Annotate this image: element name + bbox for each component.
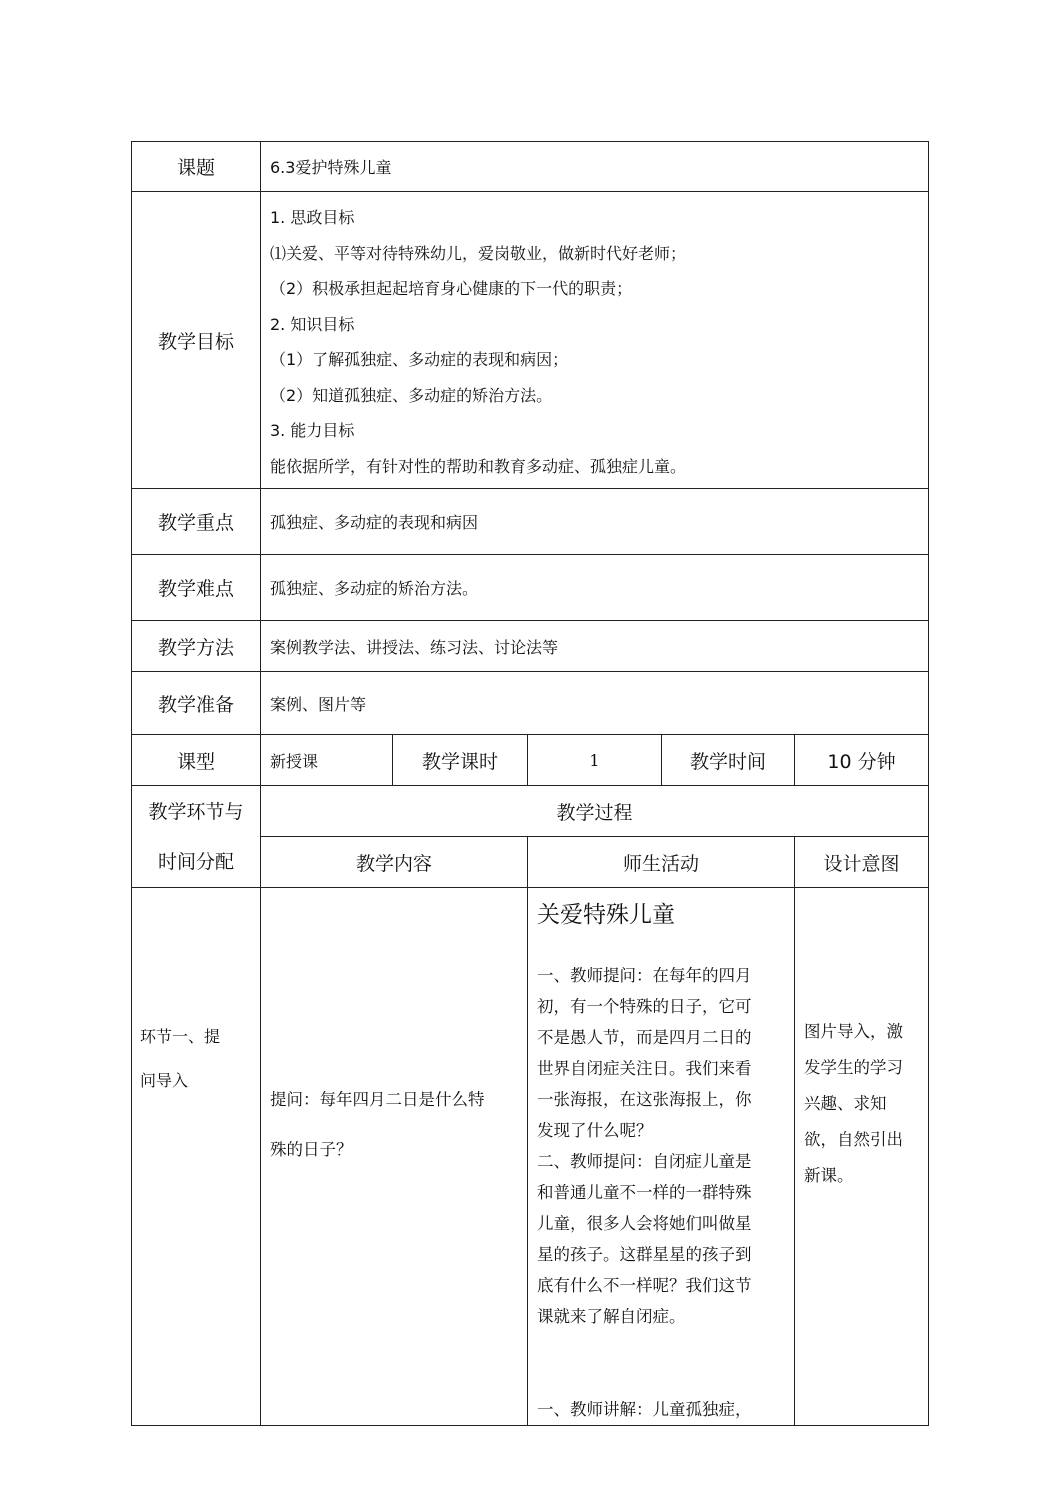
key-points-row bbox=[132, 489, 929, 555]
activity-line: 初，有一个特殊的日子，它可 bbox=[537, 997, 752, 1016]
activity-line: 和普通儿童不一样的一群特殊 bbox=[537, 1183, 752, 1202]
topic-value: 6.3爱护特殊儿童 bbox=[261, 142, 929, 192]
methods-value: 案例教学法、讲授法、练习法、讨论法等 bbox=[261, 621, 929, 672]
key-points-label: 教学重点 bbox=[132, 489, 261, 555]
activity-line: 世界自闭症关注日。我们来看 bbox=[537, 1059, 752, 1078]
activity-line: 二、教师提问：自闭症儿童是 bbox=[537, 1152, 752, 1171]
lesson-type-value: 新授课 bbox=[261, 735, 393, 786]
objective-line: 3. 能力目标 bbox=[270, 421, 355, 440]
preparation-label: 教学准备 bbox=[132, 672, 261, 735]
lesson-type-row bbox=[132, 735, 929, 786]
stage1-content-line2: 殊的日子？ bbox=[270, 1140, 353, 1159]
stage1-line1: 环节一、提 bbox=[140, 1026, 221, 1046]
stage1-content-cell bbox=[261, 888, 528, 1426]
difficulties-label: 教学难点 bbox=[132, 555, 261, 621]
stage1-content-line1: 提问：每年四月二日是什么特 bbox=[270, 1090, 485, 1109]
objective-line: （2）积极承担起起培育身心健康的下一代的职责； bbox=[270, 279, 633, 298]
activity-line: 儿童，很多人会将她们叫做星 bbox=[537, 1214, 752, 1233]
activity-line: 不是愚人节，而是四月二日的 bbox=[537, 1028, 752, 1047]
stage1-activity-cell bbox=[528, 888, 795, 1426]
preparation-value: 案例、图片等 bbox=[261, 672, 929, 735]
objective-line: 1. 思政目标 bbox=[270, 208, 355, 227]
lesson-time-label: 教学时间 bbox=[662, 735, 795, 786]
objective-line: ⑴关爱、平等对待特殊幼儿，爱岗敬业，做新时代好老师； bbox=[270, 243, 687, 263]
lesson-hours-value: 1 bbox=[528, 735, 662, 786]
lesson-plan-table bbox=[131, 141, 929, 1426]
difficulties-value: 孤独症、多动症的矫治方法。 bbox=[261, 555, 929, 621]
lesson-plan-page bbox=[131, 141, 928, 1426]
key-points-value: 孤独症、多动症的表现和病因 bbox=[261, 489, 929, 555]
activity-line: 一、教师讲解：儿童孤独症， bbox=[537, 1400, 752, 1419]
objective-line: （1）了解孤独症、多动症的表现和病因； bbox=[270, 350, 569, 369]
design-line: 图片导入，激 bbox=[804, 1021, 903, 1041]
stage-header-cell bbox=[132, 786, 261, 888]
design-line: 新课。 bbox=[804, 1165, 854, 1185]
activity-line: 一张海报，在这张海报上，你 bbox=[537, 1090, 752, 1109]
objectives-label: 教学目标 bbox=[132, 192, 261, 489]
activity-title: 关爱特殊儿童 bbox=[537, 902, 675, 928]
activity-line: 发现了什么呢？ bbox=[537, 1121, 653, 1140]
stage-header-line2: 时间分配 bbox=[157, 850, 234, 873]
objective-line: 能依据所学，有针对性的帮助和教育多动症、孤独症儿童。 bbox=[270, 456, 687, 476]
activity-line: 底有什么不一样呢？我们这节 bbox=[537, 1276, 752, 1295]
preparation-row bbox=[132, 672, 929, 735]
activity-line: 课就来了解自闭症。 bbox=[537, 1307, 686, 1326]
methods-label: 教学方法 bbox=[132, 621, 261, 672]
design-line: 欲，自然引出 bbox=[804, 1129, 903, 1149]
methods-row bbox=[132, 621, 929, 672]
lesson-time-value: 10 分钟 bbox=[795, 735, 929, 786]
difficulties-row bbox=[132, 555, 929, 621]
content-header: 教学内容 bbox=[261, 837, 528, 888]
objective-line: 2. 知识目标 bbox=[270, 314, 355, 334]
process-header-row bbox=[132, 786, 929, 837]
activity-header: 师生活动 bbox=[528, 837, 795, 888]
design-header: 设计意图 bbox=[795, 837, 929, 888]
topic-row bbox=[132, 142, 929, 192]
objective-line: （2）知道孤独症、多动症的矫治方法。 bbox=[270, 385, 553, 405]
lesson-type-label: 课型 bbox=[132, 735, 261, 786]
activity-line: 一、教师提问：在每年的四月 bbox=[537, 966, 752, 985]
stage1-line2: 问导入 bbox=[140, 1070, 189, 1090]
objectives-row bbox=[132, 192, 929, 489]
design-line: 发学生的学习 bbox=[804, 1057, 903, 1077]
stage1-row bbox=[132, 888, 929, 1426]
process-header: 教学过程 bbox=[261, 786, 929, 837]
topic-label: 课题 bbox=[132, 142, 261, 192]
objectives-content bbox=[261, 192, 929, 489]
lesson-hours-label: 教学课时 bbox=[393, 735, 528, 786]
stage-header-line1: 教学环节与 bbox=[148, 800, 244, 823]
design-line: 兴趣、求知 bbox=[804, 1093, 887, 1113]
activity-line: 星的孩子。这群星星的孩子到 bbox=[537, 1245, 752, 1264]
stage1-cell bbox=[132, 888, 261, 1426]
stage1-design-cell bbox=[795, 888, 929, 1426]
